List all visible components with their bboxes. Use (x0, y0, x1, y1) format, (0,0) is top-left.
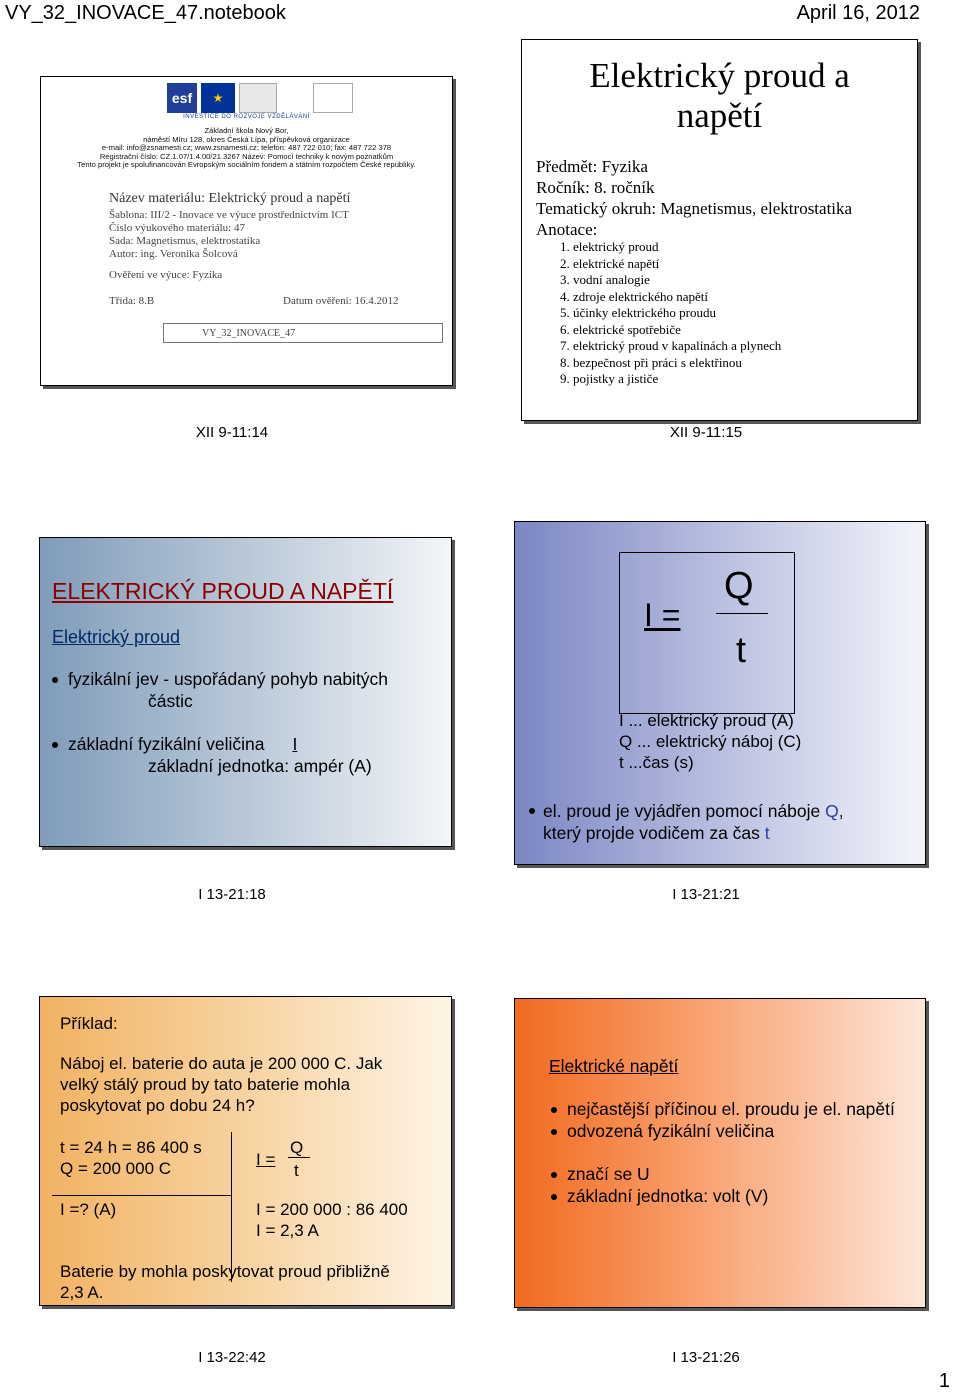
slide5-timestamp: I 13-22:42 (198, 1349, 266, 1366)
op-vk-logo (313, 83, 353, 113)
fraction-line (716, 613, 768, 614)
subject-info: Předmět: Fyzika Ročník: 8. ročník Tematický okruh: Magnetismus, elektrostatika Anotace: (536, 157, 853, 239)
bullet-dot (52, 677, 58, 683)
notebook-filename: VY_32_INOVACE_47.notebook (5, 2, 286, 24)
msmt-logo (281, 83, 311, 113)
bullet-definition: fyzikální jev - uspořádaný pohyb nabitých částic (68, 669, 389, 711)
example-label: Příklad: (60, 1014, 118, 1033)
list-item: 8. bezpečnost při práci s elektřinou (560, 354, 742, 370)
material-code: VY_32_INOVACE_47 (163, 323, 443, 343)
formula-Q: Q (724, 565, 754, 607)
slide-voltage (514, 998, 926, 1308)
invest-banner: INVESTICE DO ROZVOJE VZDĚLÁVÁNÍ (183, 114, 310, 120)
esf-logo: esf (167, 83, 197, 113)
list-item: 7. elektrický proud v kapalinách a plynech (560, 338, 782, 353)
formula-I: I = (256, 1150, 276, 1169)
unknown-value: I =? (A) (60, 1200, 117, 1219)
notebook-date: April 16, 2012 (796, 2, 920, 24)
divider-vertical (231, 1132, 232, 1282)
formula-Q: Q (290, 1138, 304, 1157)
slide3-subtitle: Elektrický proud (52, 627, 181, 647)
divider-horizontal (52, 1195, 232, 1196)
list-item: 9. pojistky a jističe (560, 371, 659, 386)
formula-t: t (294, 1161, 299, 1180)
slide-example (39, 996, 452, 1306)
list-item: 6. elektrické spotřebiče (560, 321, 681, 337)
op-logo (239, 83, 277, 113)
current-symbol: I (292, 734, 298, 754)
bullet-quantity: základní fyzikální veličina I základní jednotka: ampér (A) (68, 734, 372, 776)
slide6-title: Elektrické napětí (549, 1056, 679, 1076)
slide3-title: ELEKTRICKÝ PROUD A NAPĚTÍ (52, 578, 394, 604)
bullet-dot (551, 1172, 557, 1178)
slide6-timestamp: I 13-21:26 (672, 1349, 740, 1366)
slide4-timestamp: I 13-21:21 (672, 886, 740, 903)
formula-t: t (736, 629, 747, 670)
slide1-timestamp: XII 9-11:14 (195, 424, 269, 441)
formula-box (619, 552, 795, 714)
verification: Ověření ve výuce: Fyzika (109, 269, 223, 281)
class-label: Třída: 8.B (109, 295, 155, 307)
list-item: 1. elektrický proud (560, 239, 659, 254)
given-values: t = 24 h = 86 400 s Q = 200 000 C (60, 1138, 202, 1178)
slide2-timestamp: XII 9-11:15 (669, 424, 743, 441)
slide-title-page (40, 76, 453, 386)
bullet-dot (551, 1129, 557, 1135)
page-number: 1 (938, 1370, 950, 1392)
list-item: základní jednotka: volt (V) (567, 1186, 769, 1206)
bullet-dot (52, 742, 58, 748)
slide3-timestamp: I 13-21:18 (198, 886, 266, 903)
calculation: I = 200 000 : 86 400 I = 2,3 A (256, 1200, 408, 1240)
material-title: Název materiálu: Elektrický proud a napětí (109, 191, 351, 206)
bullet-explanation: el. proud je vyjádřen pomocí náboje Q, který projde vodičem za čas t (543, 801, 844, 843)
fraction-line (288, 1157, 310, 1158)
example-answer: Baterie by mohla poskytovat proud přibližně 2,3 A. (60, 1262, 390, 1302)
bullet-dot (551, 1107, 557, 1113)
logo-strip (167, 83, 327, 113)
slide-electric-current (39, 537, 452, 847)
list-item: 3. vodní analogie (560, 272, 650, 287)
slide2-title: Elektrický proud a napětí (589, 56, 850, 135)
list-item: 4. zdroje elektrického napětí (560, 288, 708, 304)
eu-flag-icon: ★ (201, 83, 235, 113)
list-item: 2. elektrické napětí (560, 255, 660, 271)
slide-annotation (521, 39, 918, 421)
slide-current-formula (514, 521, 926, 865)
example-problem: Náboj el. baterie do auta je 200 000 C. Jak velký stálý proud by tato baterie mohla poskytovat po dobu 24 h? (60, 1054, 383, 1115)
list-item: nejčastější příčinou el. proudu je el. napětí (567, 1099, 895, 1119)
material-info: Název materiálu: Elektrický proud a napětí Šablona: III/2 - Inovace ve výuce prostřednictvím ICT Číslo výukového materiálu: 47 Sada: Magnetismus, elektrostatika Autor: ing. Veronika Šolcová (109, 191, 351, 260)
school-info: Základní škola Nový Bor, náměstí Míru 128, okres Česká Lípa, příspěvková organizace e-mail: info@zsnamesti.cz; www.zsnamesti.cz; telefon: 487 722 010; fax: 487 722 378 Registrační číslo: CZ.1.07/1.4.00/21.3267 Název: Pomocí techniky k novým poznatkům Tento projekt je spolufinancován Evropským sociálním fondem a státním rozpočtem České republiky. (77, 126, 416, 170)
verification-date: Datum ověření: 16.4.2012 (283, 295, 399, 307)
bullet-dot (529, 808, 535, 814)
formula-I: I = (644, 597, 681, 633)
list-item: 5. účinky elektrického proudu (560, 305, 716, 320)
topic-list (560, 239, 781, 388)
list-item: značí se U (567, 1164, 650, 1184)
bullet-dot (551, 1194, 557, 1200)
list-item: odvozená fyzikální veličina (567, 1121, 775, 1141)
symbol-definitions: I ... elektrický proud (A) Q ... elektrický náboj (C) t ...čas (s) (619, 711, 802, 772)
